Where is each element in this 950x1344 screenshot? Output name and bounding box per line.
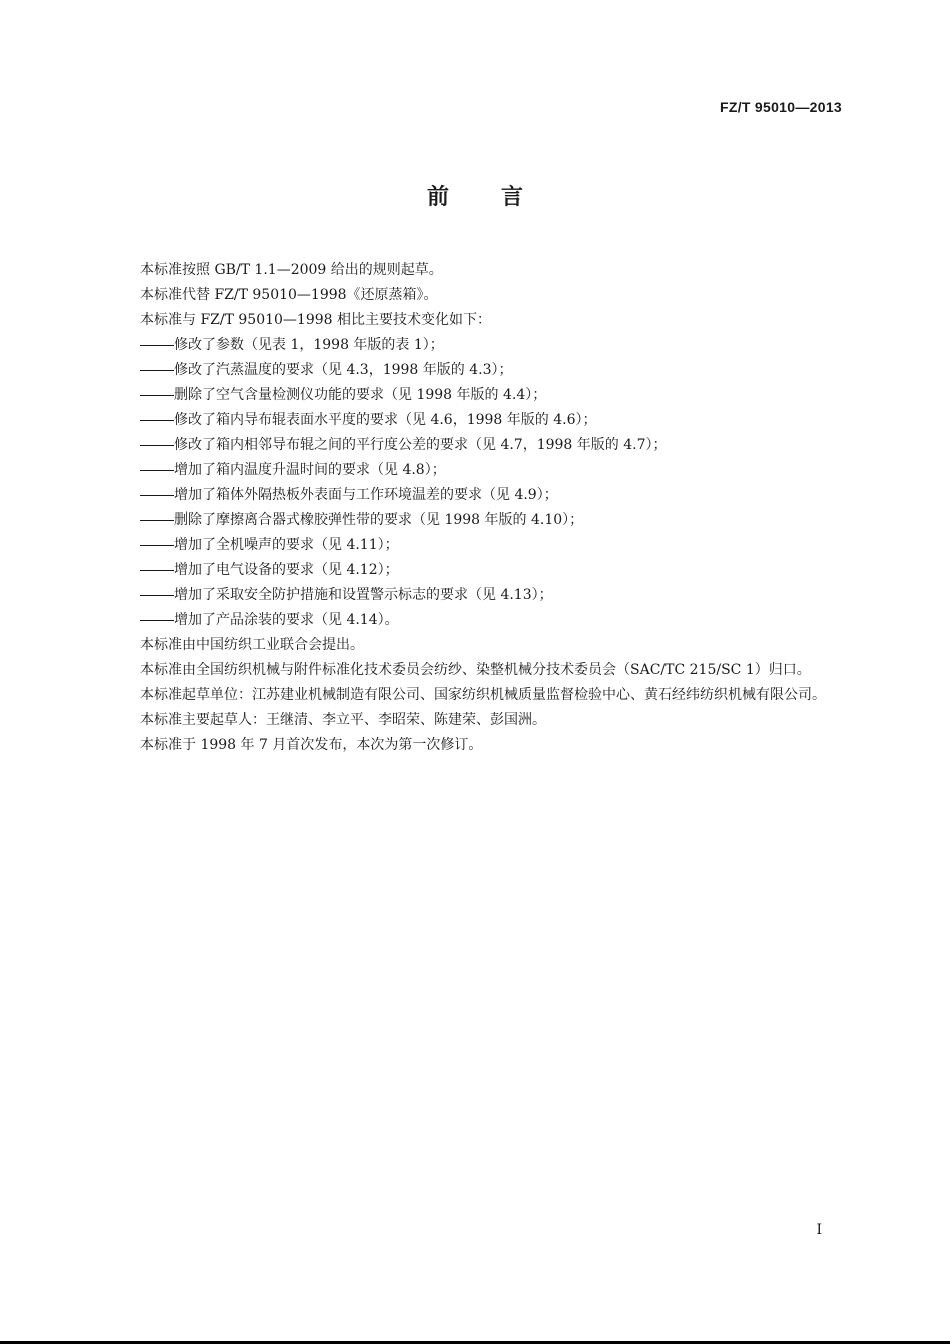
dash-mark xyxy=(140,420,174,421)
change-item xyxy=(108,433,844,458)
change-item-text: 增加了产品涂装的要求（见 4.14）。 xyxy=(174,612,399,628)
change-item-text: 增加了电气设备的要求（见 4.12）； xyxy=(174,562,399,578)
change-item-text: 修改了汽蒸温度的要求（见 4.3，1998 年版的 4.3）； xyxy=(174,362,513,378)
paragraph-replaces: 本标准代替 FZ/T 95010—1998《还原蒸箱》。 xyxy=(140,287,438,303)
standard-number-header: FZ/T 95010—2013 xyxy=(719,99,842,115)
dash-mark xyxy=(140,370,174,371)
dash-mark xyxy=(140,570,174,571)
change-item xyxy=(108,508,844,533)
change-item-text: 修改了箱内导布辊表面水平度的要求（见 4.6，1998 年版的 4.6）； xyxy=(174,412,597,428)
dash-mark xyxy=(140,470,174,471)
page-number: I xyxy=(816,1222,822,1238)
section-title: 前言 xyxy=(426,185,575,210)
change-item xyxy=(108,533,844,558)
change-item-text: 增加了箱体外隔热板外表面与工作环境温差的要求（见 4.9）； xyxy=(174,487,558,503)
change-item xyxy=(108,333,844,358)
change-item xyxy=(108,408,844,433)
dash-mark xyxy=(140,620,174,621)
paragraph-changes-intro: 本标准与 FZ/T 95010—1998 相比主要技术变化如下： xyxy=(140,312,492,328)
foreword-body xyxy=(108,258,844,758)
change-item-text: 删除了空气含量检测仪功能的要求（见 1998 年版的 4.4）； xyxy=(174,387,547,403)
change-item-text: 增加了箱内温度升温时间的要求（见 4.8）； xyxy=(174,462,446,478)
paragraph-publication-history: 本标准于 1998 年 7 月首次发布，本次为第一次修订。 xyxy=(140,737,483,753)
dash-mark xyxy=(140,595,174,596)
change-item-text: 增加了采取安全防护措施和设置警示标志的要求（见 4.13）； xyxy=(174,587,553,603)
change-item xyxy=(108,383,844,408)
dash-mark xyxy=(140,445,174,446)
change-item xyxy=(108,558,844,583)
dash-mark xyxy=(140,395,174,396)
change-item xyxy=(108,608,844,633)
paragraph-administered-by: 本标准由全国纺织机械与附件标准化技术委员会纺纱、染整机械分技术委员会（SAC/TC 215/SC 1）归口。 xyxy=(140,662,811,678)
change-item-text: 增加了全机噪声的要求（见 4.11）； xyxy=(174,537,399,553)
change-item xyxy=(108,358,844,383)
dash-mark xyxy=(140,520,174,521)
change-item xyxy=(108,458,844,483)
dash-mark xyxy=(140,495,174,496)
change-item-text: 修改了参数（见表 1，1998 年版的表 1）； xyxy=(174,337,444,353)
change-item xyxy=(108,583,844,608)
paragraph-drafters: 本标准主要起草人：王继清、李立平、李昭荣、陈建荣、彭国洲。 xyxy=(140,712,546,728)
dash-mark xyxy=(140,345,174,346)
paragraph-proposed-by: 本标准由中国纺织工业联合会提出。 xyxy=(140,637,364,653)
change-item-text: 删除了摩擦离合器式橡胶弹性带的要求（见 1998 年版的 4.10）； xyxy=(174,512,584,528)
change-item-text: 修改了箱内相邻导布辊之间的平行度公差的要求（见 4.7，1998 年版的 4.7）； xyxy=(174,437,667,453)
paragraph-drafting-rules: 本标准按照 GB/T 1.1—2009 给出的规则起草。 xyxy=(140,262,443,278)
dash-mark xyxy=(140,545,174,546)
paragraph-drafting-units: 本标准起草单位：江苏建业机械制造有限公司、国家纺织机械质量监督检验中心、黄石经纬纺织机械有限公司。 xyxy=(140,687,826,703)
change-item xyxy=(108,483,844,508)
